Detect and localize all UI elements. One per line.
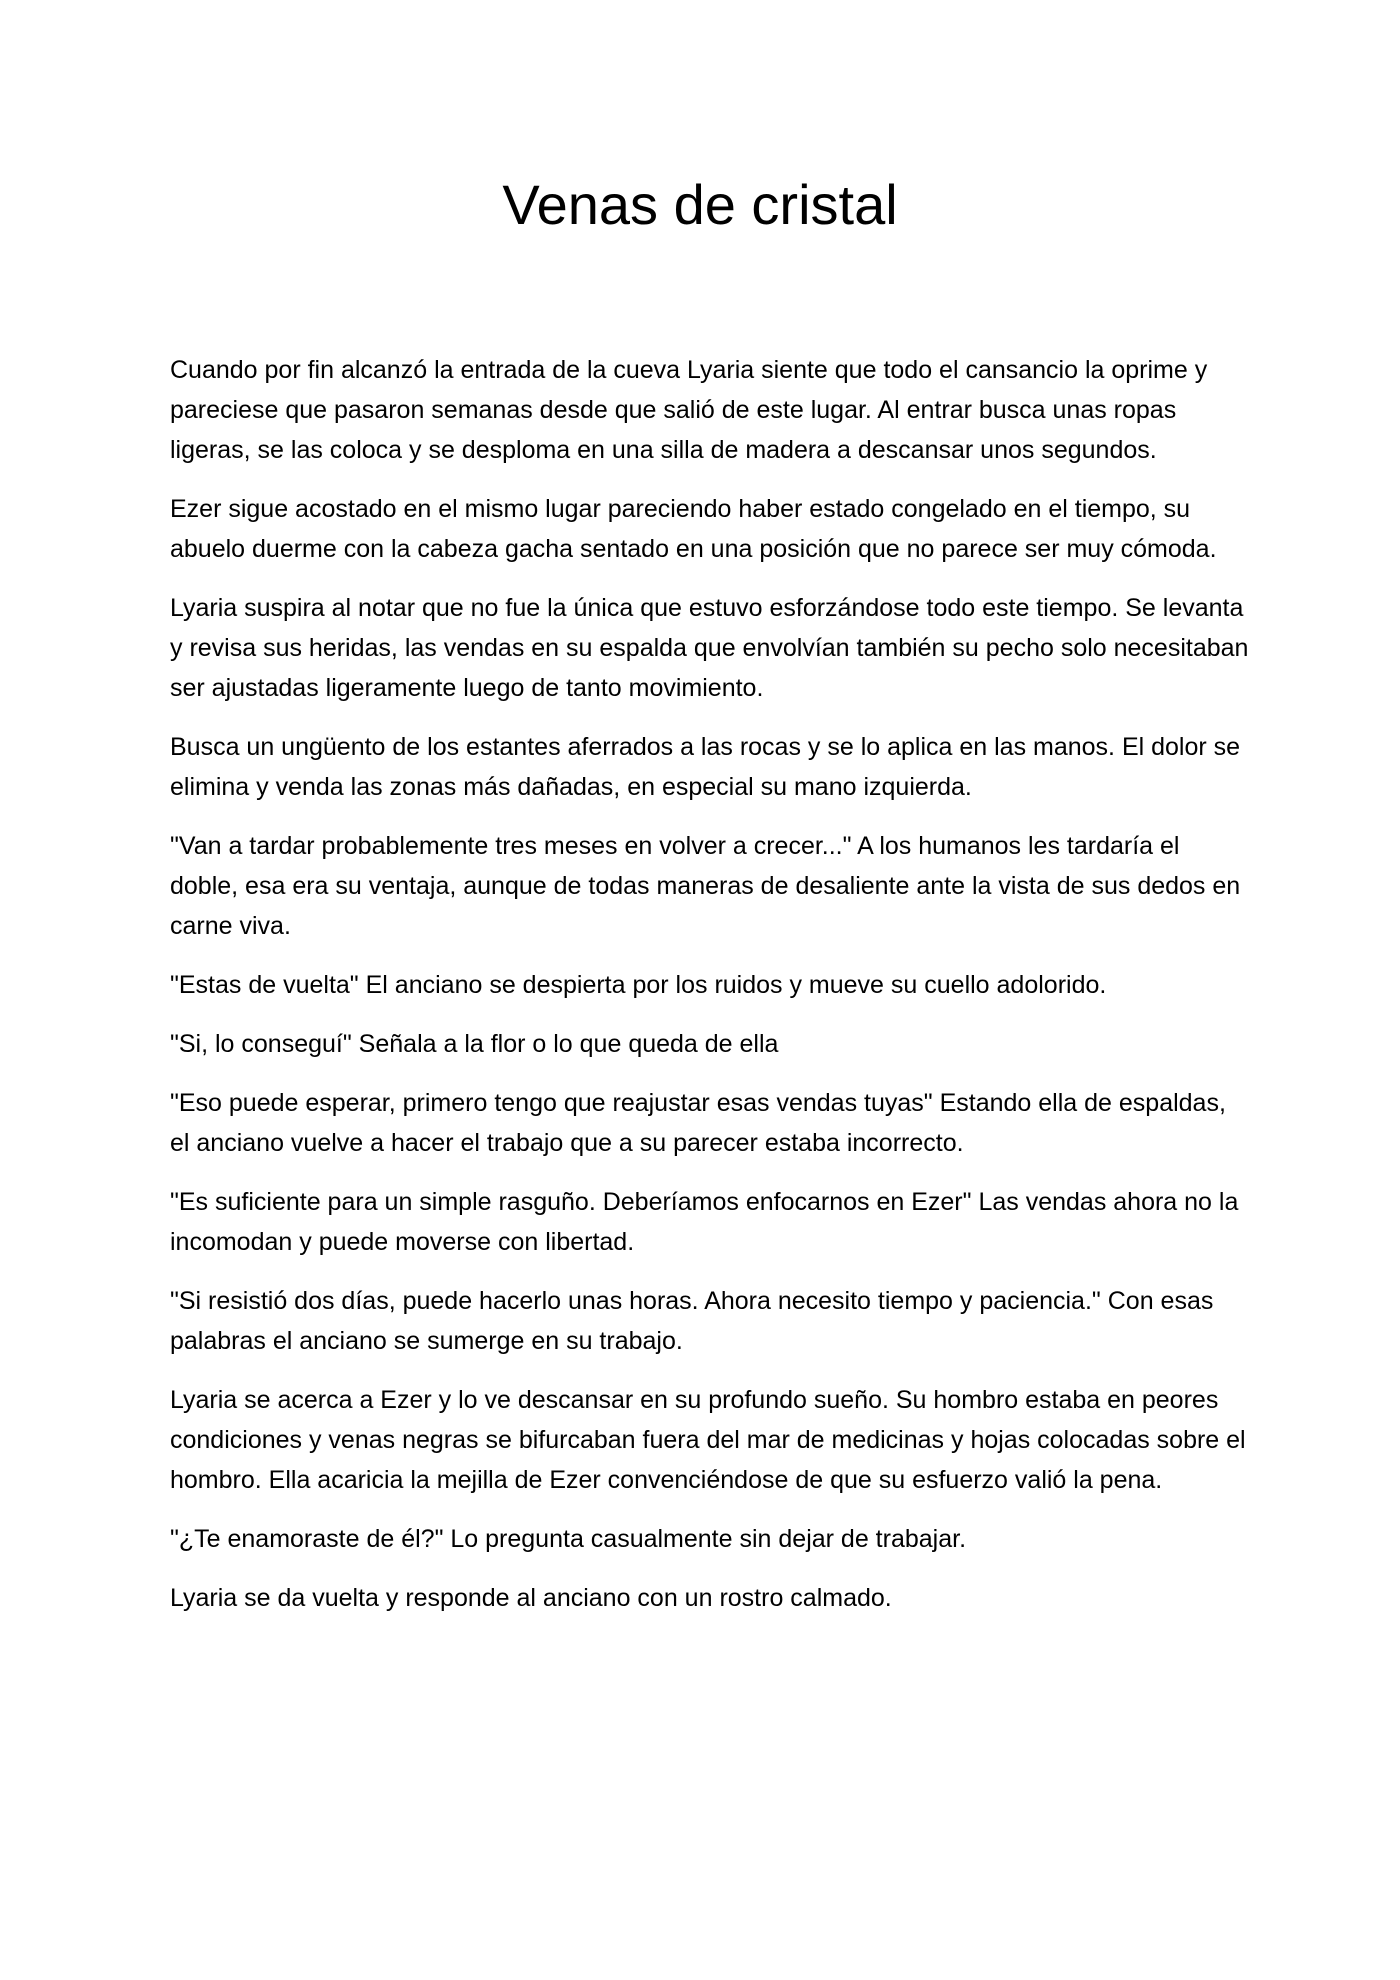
paragraph: "Si, lo conseguí" Señala a la flor o lo que queda de ella	[170, 1030, 779, 1058]
paragraph: "Estas de vuelta" El anciano se despierta por los ruidos y mueve su cuello adolorido.	[170, 971, 1107, 999]
paragraph: "¿Te enamoraste de él?" Lo pregunta casualmente sin dejar de trabajar.	[170, 1525, 967, 1553]
paragraph: Cuando por fin alcanzó la entrada de la cueva Lyaria siente que todo el cansancio la oprime y pareciese que pasaron semanas desde que salió de este lugar. Al entrar busca unas ropas ligeras, se las coloca y se desploma en una silla de madera a descansar unos segundos.	[170, 356, 1208, 464]
paragraph: Lyaria suspira al notar que no fue la única que estuvo esforzándose todo este tiempo. Se levanta y revisa sus heridas, las vendas en su espalda que envolvían también su pecho solo necesitaban ser ajustadas ligeramente luego de tanto movimiento.	[170, 594, 1249, 702]
document-body	[170, 350, 1250, 1637]
paragraph: Busca un ungüento de los estantes aferrados a las rocas y se lo aplica en las manos. El dolor se elimina y venda las zonas más dañadas, en especial su mano izquierda.	[170, 733, 1241, 801]
paragraph: "Si resistió dos días, puede hacerlo unas horas. Ahora necesito tiempo y paciencia." Con esas palabras el anciano se sumerge en su trabajo.	[170, 1287, 1214, 1355]
paragraph: "Es suficiente para un simple rasguño. Deberíamos enfocarnos en Ezer" Las vendas ahora no la incomodan y puede moverse con libertad.	[170, 1188, 1239, 1256]
paragraph: "Eso puede esperar, primero tengo que reajustar esas vendas tuyas" Estando ella de espaldas, el anciano vuelve a hacer el trabajo que a su parecer estaba incorrecto.	[170, 1089, 1226, 1157]
document-title: Venas de cristal	[502, 173, 898, 236]
paragraph: Ezer sigue acostado en el mismo lugar pareciendo haber estado congelado en el tiempo, su abuelo duerme con la cabeza gacha sentado en una posición que no parece ser muy cómoda.	[170, 495, 1217, 563]
paragraph: Lyaria se da vuelta y responde al anciano con un rostro calmado.	[170, 1584, 892, 1612]
paragraph: "Van a tardar probablemente tres meses en volver a crecer..." A los humanos les tardaría el doble, esa era su ventaja, aunque de todas maneras de desaliente ante la vista de sus dedos en carne viva.	[170, 832, 1241, 940]
paragraph: Lyaria se acerca a Ezer y lo ve descansar en su profundo sueño. Su hombro estaba en peores condiciones y venas negras se bifurcaban fuera del mar de medicinas y hojas colocadas sobre el hombro. Ella acaricia la mejilla de Ezer convenciéndose de que su esfuerzo valió la pena.	[170, 1386, 1246, 1494]
